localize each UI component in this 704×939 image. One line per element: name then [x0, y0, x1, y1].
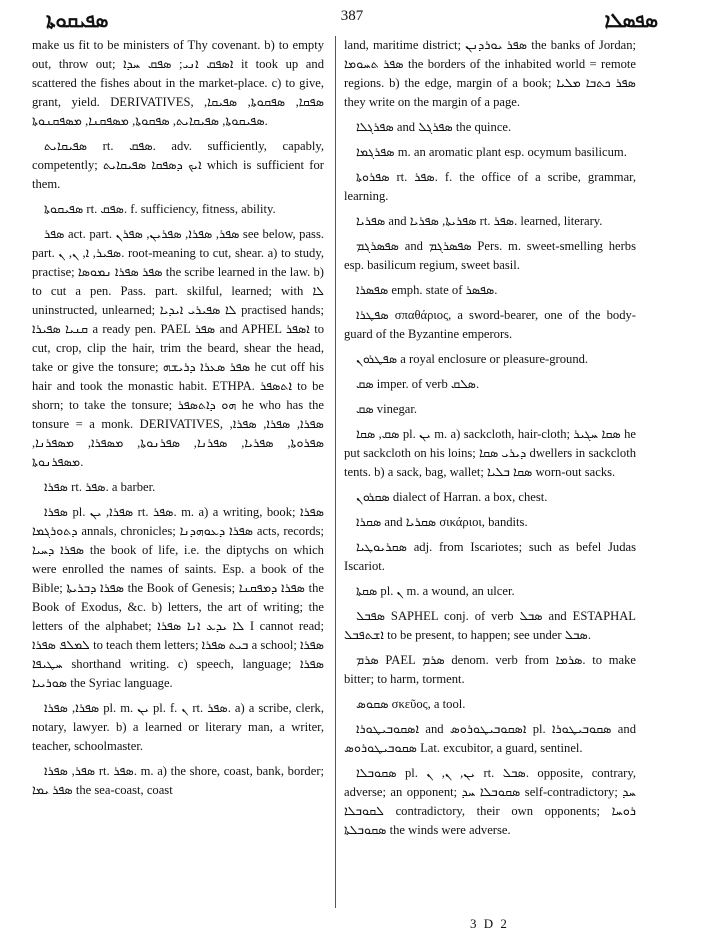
- entry: ܣܩܪܐ and ܣܩܪܝܐ σικάριοι, bandits.: [356, 515, 528, 529]
- entry: ܣܩܘܣ σκεῦος, a tool.: [356, 697, 466, 711]
- left-headword: ܣܦܝܩܘܬܐ: [46, 8, 109, 32]
- entry: ܣܦܣܪܓܡ and ܣܦܣܪܓܡ Pers. m. sweet-smelling herbs esp. basilicum regium, sweet basil.: [344, 239, 636, 272]
- page-number: 387: [340, 8, 364, 24]
- entry: ܣܦܛܪܘܢ a royal enclosure or pleasure-ground.: [356, 352, 589, 366]
- right-column: [344, 36, 636, 916]
- entry: ܣܩܘܒܠܐ pl. ܝܢ, ܢ, ܢ rt. ܣܒܠ. opposite, contrary, adverse; an opponent; ܣܩܘܒܠܐ ܚܕ self-contradictory; ܚܕ ܠܩܘܒܠܐ contradictory, their own opponents; ܪܘܚܐ ܣܩܘܒܠܬܐ the winds were adverse.: [344, 766, 636, 837]
- entry: land, maritime district; ܣܦܪ ܝܘܪܕܢܢ the banks of Jordan; ܣܦܪ ܬܚܘܡܐ the borders of the inhabited world = remote regions. b) the edge, margin of a book; ܣܦܪ ܟܬܒܐ ܡܠܝܐ they write on the margin of a page.: [344, 38, 636, 109]
- entry: ܣܩܬܐ pl. ܢ m. a wound, an ulcer.: [356, 584, 515, 598]
- entry: ܣܦܪܓܡܐ m. an aromatic plant esp. ocymum basilicum.: [356, 145, 627, 159]
- entry: ܣܦܣܪܐ emph. state of ܣܦܣܪ.: [356, 283, 498, 297]
- entry: ܣܦܝܩܘܬܐ rt. ܣܦܩ. f. sufficiency, fitness, ability.: [44, 202, 276, 216]
- entry: ܣܩ, ܣܩܐ pl. ܝܢ m. a) sackcloth, hair-cloth; ܣܩܐ ܚܓܝܪ he put sackcloth on his loins; ܕܝܪܝ ܣܩܐ dwellers in sackcloth tents. b) a sack, bag, wallet; ܣܩܐ ܒܠܝܐ worn-out sacks.: [344, 427, 636, 479]
- right-headword: ܣܦܣܠܐ: [604, 8, 658, 32]
- entry: make us fit to be ministers of Thy covenant. b) to empty out, throw out; ܐܣܦܩ ܐܢܝ; ܣܦܩ ܚܕܐ it took up and scattered the fishes about in the market-place. c) to give, grant, yield. DERIVATIVES, ܣܦܩܐ, ܣܦܩܘܬܐ, ܣܦܝܩܐ, ܣܦܝܩܘܬܐ, ܣܦܝܩܐܝܬ, ܣܦܩܘܬܐ, ܡܣܦܩܢܐ, ܡܣܦܩܢܘܬܐ.: [32, 38, 324, 128]
- entry: ܣܦܪܐ, ܣܦܪܐ pl. m. ܝܢ pl. f. ܢ rt. ܣܦܪ. a) a scribe, clerk, notary, lawyer. b) a learned or literary man, a writer, teacher, schoolmaster.: [32, 701, 324, 753]
- running-header: [30, 6, 674, 32]
- signature-mark: 3 D 2: [470, 916, 509, 931]
- entry: ܣܩܪܝܘܛܝܐ adj. from Iscariotes; such as befel Judas Iscariot.: [344, 540, 636, 573]
- entry: ܣܦܪܐ pl. ܣܦܪܐ, ܝܢ rt. ܣܦܪ. m. a) a writing, book; ܣܦܪܐ ܕܬܘܪܓܡܐ annals, chronicles; ܣܦܪܐ ܕܥܘܗܕܢܐ acts, records; ܣܦܪܐ ܕܚܝܐ the book of life, i.e. the diptychs on which were enrolled the names of saints. Esp. a book of the Bible; ܣܦܪܐ ܕܒܪܝܬܐ the Book of Genesis; ܣܦܪܐ ܕܡܦܩܢܐ the Book of Exodus, &c. b) letters, the art of writing; the letters of the alphabet; ܠܐ ܝܕܥ ܐܢܐ ܣܦܪܐ I cannot read; ܠܡܠܦ ܣܦܪܐ to teach them letters; ܒܝܬ ܣܦܪܐ a school; ܣܦܪܐ ܚܛܝܦܐ shorthand writing. c) speech, language; ܣܦܪܐ ܣܘܪܝܝܐ the Syriac language.: [32, 505, 324, 690]
- entry: ܣܦܪܓܠܐ and ܣܦܪܓܠ the quince.: [356, 120, 512, 134]
- entry: ܣܦܪ act. part. ܣܦܪ, ܣܦܪܐ, ܣܦܪܝܢ, ܣܦܪܢ see below, pass. part. ܣܦܝܪ, ܐ, ܢ, ܢ. root-meaning to cut, shear. a) to study, practise; ܣܦܪ ܣܦܪܐ ܢܡܘܣܐ the scribe learned in the law. b) to cut a pen. Pass. part. skilful, learned; with ܠܐ uninstructed, unlearned; ܠܐ ܣܦܝܪܝ ܐܝܕܝܐ practised hands; ܩܢܝܐ ܣܦܝܪܐ a ready pen. PAEL ܣܦܪ and APHEL ܐܣܦܪ to cut, crop, clip the hair, trim the beard, shear the head, take or give the tonsure; ܣܦܪ ܣܥܪܐ ܕܪܝܫܗ he cut off his hair and took the monastic habit. ETHPA. ܐܬܣܦܪ to be shorn; to take the tonsure; ܗܘ ܕܐܬܣܦܪ he who has the tonsure = a monk. DERIVATIVES, ܣܦܪܐ, ܣܦܪܐ, ܣܦܪܐ, ܣܦܪܘܬܐ, ܣܦܪܝܐ, ܣܦܪܢܐ, ܣܦܪܢܘܬܐ, ܡܣܦܪܐ, ܡܣܦܪܢܐ, ܡܣܦܪܢܘܬܐ.: [32, 227, 324, 469]
- entry: ܣܦܪܝܐ and ܣܦܪܝܬܐ, ܣܦܪܝܐ rt. ܣܦܪ. learned, literary.: [356, 214, 603, 228]
- entry: ܐܣܩܘܒܝܛܘܪܐ and ܐܣܩܘܒܝܛܘܪܘܣ pl. ܣܩܘܒܝܛܘܪܐ and ܣܩܘܒܝܛܘܪܘܣ Lat. excubitor, a guard, sentinel.: [344, 722, 636, 755]
- entry: ܣܦܪܘܬܐ rt. ܣܦܪ. f. the office of a scribe, grammar, learning.: [344, 170, 636, 203]
- entry: ܣܩܪܘܢ dialect of Harran. a box, chest.: [356, 490, 548, 504]
- entry: ܣܦܒܠ SAPHEL conj. of verb ܣܒܠ and ESTAPHAL ܐܫܬܦܒܠ to be present, to happen; see under ܣܒܠ.: [344, 609, 636, 642]
- entry: ܣܩ vinegar.: [356, 402, 417, 416]
- entry: ܣܦܪܐ rt. ܣܦܪ. a barber.: [44, 480, 156, 494]
- entry: ܣܪܡ PAEL ܣܪܡ denom. verb from ܣܪܡܐ. to make bitter; to harm, torment.: [344, 653, 636, 686]
- entry: ܣܦܛܪܐ σπαθάριος, a sword-bearer, one of the body-guard of the Byzantine emperors.: [344, 308, 636, 341]
- entry: ܣܩ imper. of verb ܣܠܩ.: [356, 377, 480, 391]
- entry: ܣܦܪ, ܣܦܪܐ rt. ܣܦܪ. m. a) the shore, coast, bank, border; ܣܦܪ ܝܡܐ the sea-coast, coast: [32, 764, 324, 797]
- column-divider: [335, 36, 336, 908]
- entry: ܣܦܝܩܐܝܬ rt. ܣܦܩ. adv. sufficiently, capably, competently; ܐܝܟ ܕܣܦܩܐ ܣܦܝܩܐܝܬ which is sufficient for them.: [32, 139, 324, 191]
- left-column: [32, 36, 324, 916]
